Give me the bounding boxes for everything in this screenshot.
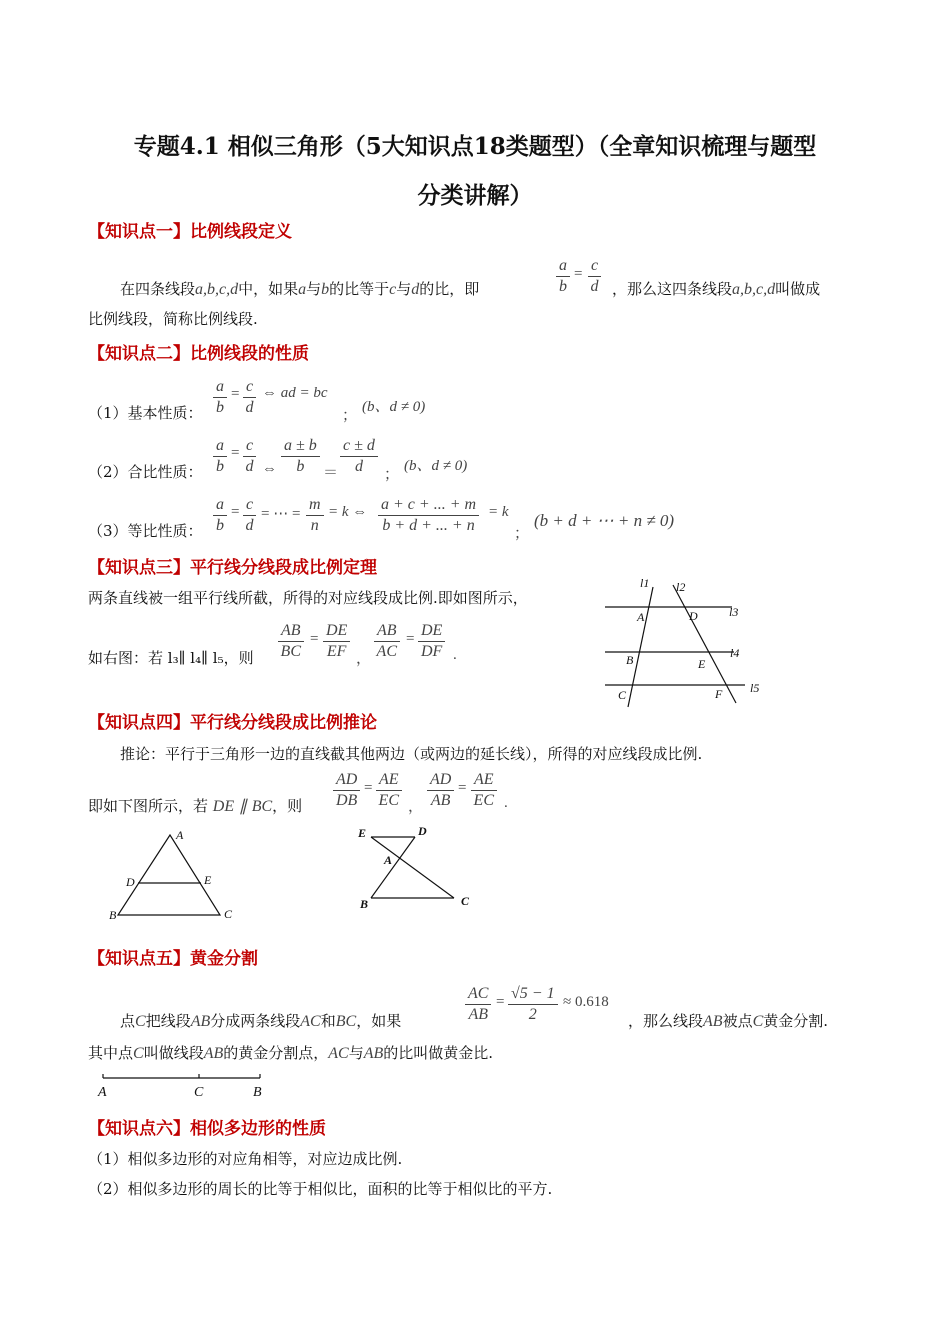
hourglass-figure [350,822,480,917]
fraction: $\frac{AD}{DB}$ [333,770,360,811]
equals: = [574,266,583,282]
fraction: $\frac{AC}{AB}$ [465,984,491,1025]
label-l4: l4 [730,646,740,660]
text: 把线段 [145,1012,191,1030]
k6-p2: （2）相似多边形的周长的比等于相似比，面积的比等于相似比的平方. [88,1180,553,1198]
heading-k5: 【知识点五】黄金分割 [88,949,258,969]
fraction-c-d: $\frac{c}{d}$ [588,256,601,297]
math: BC [251,798,273,815]
point-C: C [461,894,470,908]
k1-text-b [612,278,820,299]
fraction: $\frac{a}{b}$ [213,377,227,418]
fraction: $\frac{m}{n}$ [306,495,324,536]
fraction: $\frac{AE}{EC}$ [376,770,402,811]
condition: (b、d ≠ 0) [404,458,468,474]
text: ，那么这四条线段 [612,280,733,298]
math: C [135,1013,146,1030]
label-l3: l3 [729,605,739,619]
doc-title-line2: 分类讲解） [417,182,533,209]
text: 在四条线段 [120,280,196,298]
math: AC [300,1013,321,1030]
math: ⇔ ad = bc [262,385,328,401]
label-l1: l1 [640,576,650,590]
equals: = [231,445,240,461]
heading-k3: 【知识点三】平行线分线段成比例定理 [88,558,377,578]
fraction: $\frac{c}{d}$ [243,377,256,418]
text: 与 [396,280,412,298]
point-C: C [194,1085,204,1100]
math: C [133,1045,144,1062]
fraction-a-b: $\frac{a}{b}$ [556,256,570,297]
point-E: E [698,657,706,671]
period: . [453,647,457,663]
math: a,b,c,d [732,281,776,298]
math: d [411,281,420,298]
semicolon: ； [342,408,358,424]
approx: ≈ 0.618 [563,994,609,1010]
triangle-figure [100,825,250,925]
comma: ， [356,651,372,667]
equals: = [231,386,240,402]
label-l2: l2 [676,580,686,594]
k5-line1b [628,1010,828,1031]
math: AB [363,1045,384,1062]
math: AB [703,1013,723,1030]
semicolon: ； [384,467,400,483]
equals: = [406,631,415,647]
text: 即如下图所示，若 [88,797,209,815]
fraction: $\frac{a + c + ... + m}{b + d + ... + n}$ [378,495,479,536]
text: ，则 [272,797,303,815]
p1-label: （1）基本性质： [88,404,203,422]
condition: (b + d + ⋯ + n ≠ 0) [534,511,675,530]
math: = k [488,504,509,520]
parallel-lines-figure [600,575,775,715]
math: AB [190,1013,211,1030]
math: a [298,281,307,298]
fraction: $\frac{c \pm d}{d}$ [340,436,378,477]
iff: ⇔ [262,461,277,477]
text: 与 [348,1044,364,1062]
math: c [389,281,397,298]
text: 黄金分割. [763,1012,829,1030]
point-A: A [384,853,393,867]
fraction: $\frac{c}{d}$ [243,436,256,477]
heading-k4: 【知识点四】平行线分线段成比例推论 [88,713,377,733]
k4-p2 [88,795,302,816]
fraction: $\frac{c}{d}$ [243,495,256,536]
text: 的比等于 [329,280,390,298]
math: a,b,c,d [195,281,239,298]
equals: = [231,504,240,520]
equals: = [310,631,319,647]
text: 叫做成 [775,280,821,298]
point-C: C [224,907,233,921]
point-E: E [358,826,367,840]
text: ，那么线段 [628,1012,704,1030]
math: AB [203,1045,224,1062]
point-E: E [204,873,212,887]
point-D: D [126,875,135,889]
fraction: $\frac{a}{b}$ [213,436,227,477]
golden-segment-figure [95,1070,275,1102]
equals: = [496,994,505,1010]
fraction: $\frac{AD}{AB}$ [427,770,454,811]
point-D: D [418,824,427,838]
fraction: $\frac{DE}{EF}$ [323,621,350,662]
point-A: A [637,610,645,624]
point-B: B [360,897,369,911]
equals: = [364,780,373,796]
text: 的黄金分割点， [223,1044,329,1062]
point-A: A [98,1085,107,1100]
math: b [321,281,330,298]
fraction: $\frac{a}{b}$ [213,495,227,536]
period: . [504,795,508,811]
fraction: $\frac{AE}{EC}$ [471,770,497,811]
point-B: B [626,653,634,667]
fraction: $\frac{DE}{DF}$ [418,621,445,662]
heading-k1: 【知识点一】比例线段定义 [88,222,292,242]
k1-line2: 比例线段，简称比例线段. [88,310,258,328]
text: 叫做线段 [143,1044,204,1062]
condition: (b、d ≠ 0) [362,399,426,415]
text: ，如果 [356,1012,402,1030]
fraction: $\frac{a \pm b}{b}$ [281,436,320,477]
k3-p2: 如右图：若 l₃∥ l₄∥ l₅，则 [88,649,254,667]
text: 中，如果 [238,280,299,298]
math: AC [328,1045,349,1062]
k6-p1: （1）相似多边形的对应角相等，对应边成比例. [88,1150,403,1168]
equals: = [458,780,467,796]
p2-label: （2）合比性质： [88,463,203,481]
ellipsis: = ⋯ = [261,506,301,522]
k4-p1: 推论：平行于三角形一边的直线截其他两边（或两边的延长线），所得的对应线段成比例. [120,745,703,763]
label-l5: l5 [750,681,760,695]
comma: ， [408,799,424,815]
semicolon: ； [514,526,530,542]
text: 点 [120,1012,136,1030]
text: 的比叫做黄金比. [383,1044,494,1062]
text: 被点 [722,1012,753,1030]
text: 其中点 [88,1044,134,1062]
text: 的比，即 [419,280,480,298]
point-F: F [715,687,723,701]
point-B: B [253,1085,262,1100]
point-D: D [689,609,698,623]
math: C [752,1013,764,1030]
fraction: $\frac{√5 - 1}{2}$ [508,984,558,1025]
point-A: A [176,828,184,842]
point-B: B [109,908,117,922]
fraction: $\frac{AB}{BC}$ [278,621,304,662]
k5-line1 [120,1010,401,1031]
math: ∥ [238,798,247,815]
fraction: $\frac{AB}{AC}$ [374,621,400,662]
heading-k2: 【知识点二】比例线段的性质 [88,344,309,364]
math: BC [335,1013,357,1030]
k3-p1: 两条直线被一组平行线所截，所得的对应线段成比例.即如图所示， [88,589,528,607]
equals: ＝ [323,465,339,481]
text: 和 [320,1012,336,1030]
doc-title-line1: 专题4.1 相似三角形（5大知识点18类题型）（全章知识梳理与题型 [133,133,817,160]
k1-text [120,278,479,299]
point-C: C [618,688,627,702]
p3-label: （3）等比性质： [88,522,203,540]
math: DE [212,798,235,815]
math: = k ⇔ [328,504,368,520]
text: 分成两条线段 [210,1012,301,1030]
text: 与 [306,280,322,298]
heading-k6: 【知识点六】相似多边形的性质 [88,1119,326,1139]
k5-line2 [88,1042,493,1063]
